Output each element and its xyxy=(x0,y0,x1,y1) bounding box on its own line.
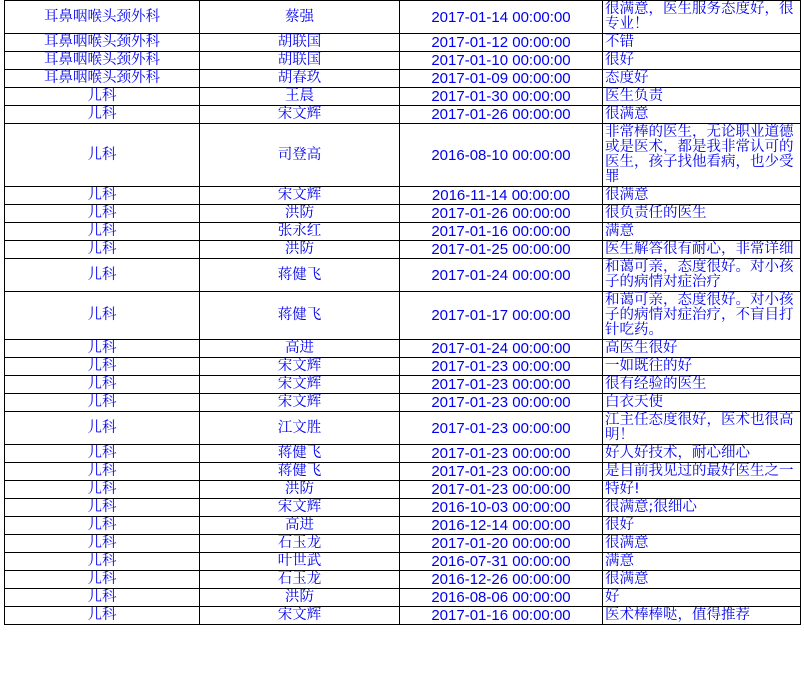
review-time-cell: 2017-01-12 00:00:00 xyxy=(400,34,603,52)
review-comment-cell: 满意 xyxy=(603,223,801,241)
table-row xyxy=(5,34,801,52)
doctor-name-cell: 石玉龙 xyxy=(200,571,400,589)
table-row xyxy=(5,292,801,340)
department-cell: 儿科 xyxy=(5,445,200,463)
department-cell: 儿科 xyxy=(5,205,200,223)
review-time-cell: 2017-01-14 00:00:00 xyxy=(400,1,603,34)
department-cell: 耳鼻咽喉头颈外科 xyxy=(5,70,200,88)
department-cell: 儿科 xyxy=(5,517,200,535)
table-row xyxy=(5,394,801,412)
table-row xyxy=(5,481,801,499)
review-time-cell: 2017-01-23 00:00:00 xyxy=(400,394,603,412)
table-row xyxy=(5,535,801,553)
review-comment-cell: 一如既往的好 xyxy=(603,358,801,376)
review-comment-cell: 是目前我见过的最好医生之一 xyxy=(603,463,801,481)
table-row xyxy=(5,499,801,517)
table-row xyxy=(5,88,801,106)
doctor-name-cell: 石玉龙 xyxy=(200,535,400,553)
review-time-cell: 2017-01-16 00:00:00 xyxy=(400,607,603,625)
department-cell: 儿科 xyxy=(5,394,200,412)
review-comment-cell: 医术棒棒哒，值得推荐 xyxy=(603,607,801,625)
review-time-cell: 2017-01-24 00:00:00 xyxy=(400,340,603,358)
department-cell: 儿科 xyxy=(5,187,200,205)
table-row xyxy=(5,463,801,481)
doctor-name-cell: 宋文辉 xyxy=(200,187,400,205)
department-cell: 儿科 xyxy=(5,241,200,259)
department-cell: 耳鼻咽喉头颈外科 xyxy=(5,1,200,34)
department-cell: 儿科 xyxy=(5,106,200,124)
review-time-cell: 2016-11-14 00:00:00 xyxy=(400,187,603,205)
department-cell: 儿科 xyxy=(5,463,200,481)
table-row xyxy=(5,340,801,358)
review-comment-cell: 满意 xyxy=(603,553,801,571)
review-time-cell: 2016-08-10 00:00:00 xyxy=(400,124,603,187)
table-row xyxy=(5,259,801,292)
table-row xyxy=(5,70,801,88)
doctor-name-cell: 高进 xyxy=(200,517,400,535)
department-cell: 儿科 xyxy=(5,88,200,106)
table-row xyxy=(5,412,801,445)
doctor-name-cell: 胡春玖 xyxy=(200,70,400,88)
table-row xyxy=(5,571,801,589)
review-comment-cell: 很好 xyxy=(603,52,801,70)
review-time-cell: 2016-08-06 00:00:00 xyxy=(400,589,603,607)
review-time-cell: 2016-12-26 00:00:00 xyxy=(400,571,603,589)
department-cell: 儿科 xyxy=(5,571,200,589)
table-row xyxy=(5,553,801,571)
doctor-name-cell: 洪防 xyxy=(200,481,400,499)
review-time-cell: 2017-01-23 00:00:00 xyxy=(400,412,603,445)
department-cell: 儿科 xyxy=(5,292,200,340)
doctor-name-cell: 蒋健飞 xyxy=(200,259,400,292)
table-row xyxy=(5,589,801,607)
review-time-cell: 2017-01-23 00:00:00 xyxy=(400,463,603,481)
department-cell: 儿科 xyxy=(5,340,200,358)
review-comment-cell: 特好! xyxy=(603,481,801,499)
review-comment-cell: 很满意 xyxy=(603,106,801,124)
department-cell: 儿科 xyxy=(5,124,200,187)
doctor-name-cell: 张永红 xyxy=(200,223,400,241)
doctor-name-cell: 胡联国 xyxy=(200,34,400,52)
review-time-cell: 2017-01-09 00:00:00 xyxy=(400,70,603,88)
review-comment-cell: 医生解答很有耐心，非常详细 xyxy=(603,241,801,259)
table-row xyxy=(5,1,801,34)
doctor-name-cell: 蒋健飞 xyxy=(200,463,400,481)
review-comment-cell: 好人好技术，耐心细心 xyxy=(603,445,801,463)
review-comment-cell: 江主任态度很好，医术也很高明！ xyxy=(603,412,801,445)
review-time-cell: 2017-01-26 00:00:00 xyxy=(400,205,603,223)
review-time-cell: 2017-01-23 00:00:00 xyxy=(400,481,603,499)
doctor-name-cell: 胡联国 xyxy=(200,52,400,70)
review-time-cell: 2017-01-25 00:00:00 xyxy=(400,241,603,259)
review-comment-cell: 很有经验的医生 xyxy=(603,376,801,394)
review-comment-cell: 很满意，医生服务态度好，很专业！ xyxy=(603,1,801,34)
table-row xyxy=(5,376,801,394)
review-comment-cell: 医生负责 xyxy=(603,88,801,106)
review-time-cell: 2016-10-03 00:00:00 xyxy=(400,499,603,517)
review-comment-cell: 和蔼可亲，态度很好。对小孩子的病情对症治疗，不盲目打针吃药。 xyxy=(603,292,801,340)
department-cell: 儿科 xyxy=(5,607,200,625)
doctor-name-cell: 宋文辉 xyxy=(200,106,400,124)
review-comment-cell: 高医生很好 xyxy=(603,340,801,358)
doctor-name-cell: 宋文辉 xyxy=(200,499,400,517)
reviews-table xyxy=(4,0,801,625)
review-time-cell: 2017-01-17 00:00:00 xyxy=(400,292,603,340)
review-comment-cell: 很满意 xyxy=(603,571,801,589)
review-comment-cell: 和蔼可亲，态度很好。对小孩子的病情对症治疗 xyxy=(603,259,801,292)
department-cell: 儿科 xyxy=(5,412,200,445)
review-comment-cell: 不错 xyxy=(603,34,801,52)
department-cell: 儿科 xyxy=(5,259,200,292)
department-cell: 儿科 xyxy=(5,481,200,499)
table-row xyxy=(5,517,801,535)
doctor-name-cell: 洪防 xyxy=(200,241,400,259)
department-cell: 儿科 xyxy=(5,553,200,571)
table-row xyxy=(5,223,801,241)
review-time-cell: 2017-01-23 00:00:00 xyxy=(400,376,603,394)
table-row xyxy=(5,52,801,70)
review-time-cell: 2017-01-10 00:00:00 xyxy=(400,52,603,70)
doctor-name-cell: 宋文辉 xyxy=(200,607,400,625)
review-time-cell: 2017-01-20 00:00:00 xyxy=(400,535,603,553)
table-row xyxy=(5,607,801,625)
review-comment-cell: 很满意 xyxy=(603,187,801,205)
review-time-cell: 2017-01-23 00:00:00 xyxy=(400,358,603,376)
department-cell: 儿科 xyxy=(5,499,200,517)
table-row xyxy=(5,205,801,223)
review-comment-cell: 好 xyxy=(603,589,801,607)
doctor-name-cell: 蔡强 xyxy=(200,1,400,34)
review-time-cell: 2017-01-30 00:00:00 xyxy=(400,88,603,106)
review-time-cell: 2016-12-14 00:00:00 xyxy=(400,517,603,535)
department-cell: 儿科 xyxy=(5,589,200,607)
table-row xyxy=(5,241,801,259)
review-comment-cell: 很好 xyxy=(603,517,801,535)
review-comment-cell: 很满意;很细心 xyxy=(603,499,801,517)
department-cell: 儿科 xyxy=(5,358,200,376)
department-cell: 儿科 xyxy=(5,376,200,394)
review-time-cell: 2017-01-26 00:00:00 xyxy=(400,106,603,124)
department-cell: 耳鼻咽喉头颈外科 xyxy=(5,52,200,70)
review-comment-cell: 很满意 xyxy=(603,535,801,553)
review-time-cell: 2017-01-16 00:00:00 xyxy=(400,223,603,241)
review-comment-cell: 非常棒的医生，无论职业道德或是医术，都是我非常认可的医生，孩子找他看病，也少受罪 xyxy=(603,124,801,187)
doctor-name-cell: 司登高 xyxy=(200,124,400,187)
doctor-name-cell: 江文胜 xyxy=(200,412,400,445)
review-time-cell: 2017-01-23 00:00:00 xyxy=(400,445,603,463)
table-row xyxy=(5,358,801,376)
table-row xyxy=(5,124,801,187)
review-comment-cell: 很负责任的医生 xyxy=(603,205,801,223)
table-row xyxy=(5,106,801,124)
doctor-name-cell: 蒋健飞 xyxy=(200,292,400,340)
department-cell: 儿科 xyxy=(5,223,200,241)
review-comment-cell: 白衣天使 xyxy=(603,394,801,412)
department-cell: 儿科 xyxy=(5,535,200,553)
doctor-name-cell: 洪防 xyxy=(200,589,400,607)
doctor-name-cell: 王晨 xyxy=(200,88,400,106)
doctor-name-cell: 洪防 xyxy=(200,205,400,223)
doctor-name-cell: 宋文辉 xyxy=(200,376,400,394)
department-cell: 耳鼻咽喉头颈外科 xyxy=(5,34,200,52)
doctor-name-cell: 蒋健飞 xyxy=(200,445,400,463)
review-time-cell: 2017-01-24 00:00:00 xyxy=(400,259,603,292)
doctor-name-cell: 高进 xyxy=(200,340,400,358)
table-row xyxy=(5,187,801,205)
doctor-name-cell: 叶世武 xyxy=(200,553,400,571)
doctor-name-cell: 宋文辉 xyxy=(200,358,400,376)
review-comment-cell: 态度好 xyxy=(603,70,801,88)
review-time-cell: 2016-07-31 00:00:00 xyxy=(400,553,603,571)
reviews-table-body xyxy=(5,1,801,625)
doctor-name-cell: 宋文辉 xyxy=(200,394,400,412)
table-row xyxy=(5,445,801,463)
